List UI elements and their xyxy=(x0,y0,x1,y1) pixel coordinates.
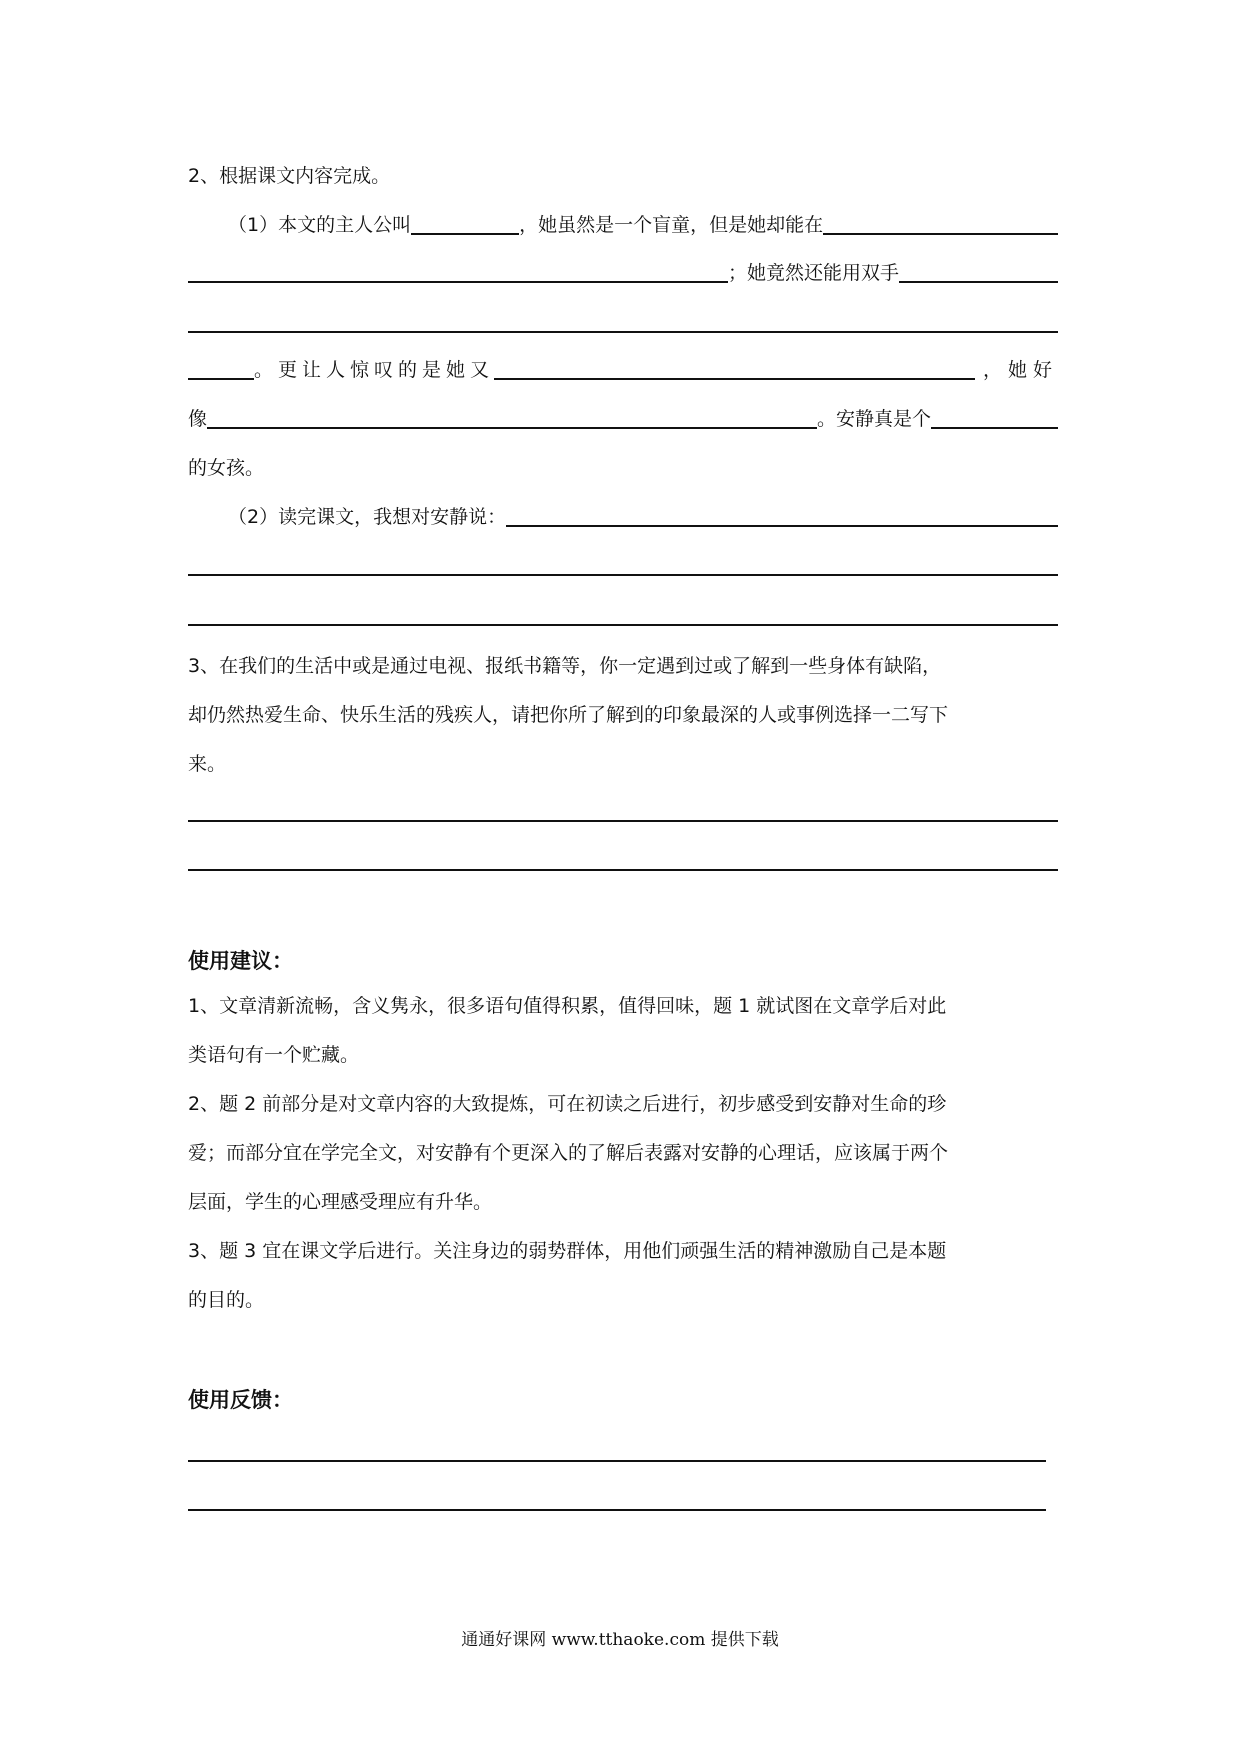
feedback-answer-line[interactable] xyxy=(188,1460,1046,1462)
q2-part1-line3: 。更让人惊叹的是她又 ，她好 xyxy=(188,360,1058,380)
blank-kind-of-girl[interactable] xyxy=(931,409,1058,429)
blank-say-to-anjing[interactable] xyxy=(506,507,1058,527)
page-footer: 通通好课网 www.tthaoke.com 提供下载 xyxy=(461,1630,779,1650)
answer-line[interactable] xyxy=(188,331,1058,333)
blank-can-do-cont[interactable] xyxy=(188,263,728,283)
blank-hands-do-cont[interactable] xyxy=(188,360,254,380)
blank-like[interactable] xyxy=(207,409,817,429)
blank-can-do[interactable] xyxy=(823,215,1058,235)
suggestion-line: 3、题 3 宜在课文学后进行。关注身边的弱势群体，用他们顽强生活的精神激励自己是本题 xyxy=(188,1240,947,1262)
blank-protagonist-name[interactable] xyxy=(411,215,519,235)
blank-hands-do[interactable] xyxy=(899,263,1058,283)
suggestion-line: 爱；而部分宜在学完全文，对安静有个更深入的了解后表露对安静的心理话，应该属于两个 xyxy=(188,1142,949,1164)
q2-part1-line5: 的女孩。 xyxy=(188,457,265,479)
feedback-heading: 使用反馈： xyxy=(188,1388,293,1412)
q2-part1-line4: 像 。安静真是个 xyxy=(188,409,1058,429)
q2-part2-line1: （2）读完课文，我想对安静说： xyxy=(228,507,1058,527)
feedback-answer-line[interactable] xyxy=(188,1509,1046,1511)
q2-part1-line2: ；她竟然还能用双手 xyxy=(188,263,1058,283)
suggestion-line: 类语句有一个贮藏。 xyxy=(188,1044,360,1066)
blank-amazing[interactable] xyxy=(494,360,975,380)
answer-line[interactable] xyxy=(188,820,1058,822)
answer-line[interactable] xyxy=(188,624,1058,626)
suggestion-line: 层面，学生的心理感受理应有升华。 xyxy=(188,1191,493,1213)
answer-line[interactable] xyxy=(188,574,1058,576)
question-2-title: 2、根据课文内容完成。 xyxy=(188,165,391,187)
question-3-line: 3、在我们的生活中或是通过电视、报纸书籍等，你一定遇到过或了解到一些身体有缺陷， xyxy=(188,655,942,677)
suggestions-heading: 使用建议： xyxy=(188,949,293,973)
q2-part1-line1: （1）本文的主人公叫 ，她虽然是一个盲童，但是她却能在 xyxy=(228,215,1058,235)
suggestion-line: 2、题 2 前部分是对文章内容的大致提炼，可在初读之后进行，初步感受到安静对生命的珍 xyxy=(188,1093,947,1115)
question-3-line: 来。 xyxy=(188,753,227,775)
suggestion-line: 的目的。 xyxy=(188,1289,265,1311)
suggestion-line: 1、文章清新流畅，含义隽永，很多语句值得积累，值得回味，题 1 就试图在文章学后对此 xyxy=(188,995,947,1017)
question-3-line: 却仍然热爱生命、快乐生活的残疾人，请把你所了解到的印象最深的人或事例选择一二写下 xyxy=(188,704,949,726)
answer-line[interactable] xyxy=(188,869,1058,871)
